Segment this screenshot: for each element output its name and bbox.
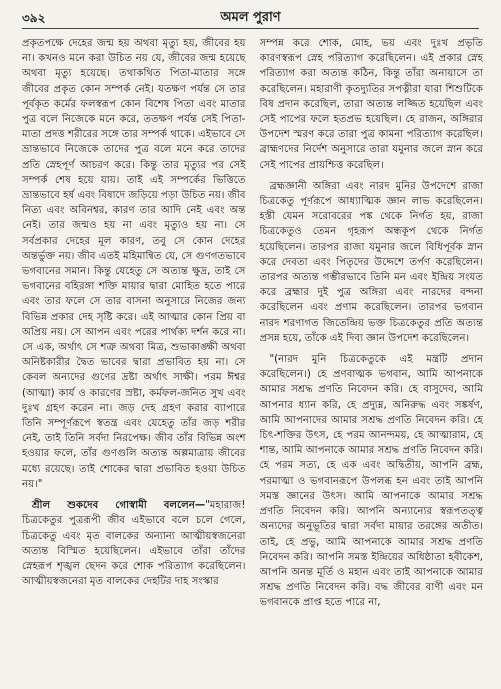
- page-number: ৩৯২: [22, 11, 46, 25]
- paragraph: ব্রহ্মজ্ঞানী অঙ্গিরা এবং নারদ মুনির উপদেশে রাজা চিত্রকেতু পূর্ণরূপে আধ্যাত্মিক জ্ঞান লাভ করেছিলেন। হস্তী যেমন সরোবরের পঙ্ক থেকে নির্গত হয়, রাজা চিত্রকেতুও তেমন গৃহরূপ অন্ধকূপ থেকে নির্গত হয়েছিলেন। তারপর রাজা যমুনার জলে বিধিপূর্বক স্নান করে দেবতা এবং পিতৃদের উদ্দেশে তর্পণ করেছিলেন। তারপর অত্যন্ত গম্ভীরভাবে তিনি মন এবং ইন্দ্রিয় সংযত করে ব্রহ্মার দুই পুত্র অঙ্গিরা এবং নারদের বন্দনা করেছিলেন এবং প্রণাম করেছিলেন। তারপর ভগবান নারদ শরণাগত জিতেন্দ্রিয় ভক্ত চিত্রকেতুর প্রতি অত্যন্ত প্রসন্ন হয়ে, তাঁকে এই দিব্য জ্ঞান উপদেশ করেছিলেন।: [259, 180, 483, 344]
- text-columns: [22, 36, 483, 681]
- paragraph: প্রকৃতপক্ষে দেহের জন্ম হয় অথবা মৃত্যু হয়, জীবের হয় না। কখনও মনে করা উচিত নয় যে, জীবের জন্ম হয়েছে অথবা মৃত্যু হয়েছে। তথাকথিত পিতা-মাতার সঙ্গে জীবের প্রকৃত কোন সম্পর্ক নেই। যতক্ষণ পর্যন্ত সে তার পূর্বকৃত কর্মের ফলস্বরূপ কোন বিশেষ পিতা এবং মাতার পুত্র বলে নিজেকে মনে করে, ততক্ষণ পর্যন্ত সেই পিতা-মাতা প্রদত্ত শরীরের সঙ্গে তার সম্পর্ক থাকে। এইভাবে সে ভ্রান্তভাবে নিজেকে তাদের পুত্র বলে মনে করে তাদের প্রতি স্নেহপূর্ণ আচরণ করে। কিন্তু তার মৃত্যুর পর সেই সম্পর্ক শেষ হয়ে যায়। তাই এই সম্পর্কের ভিত্তিতে ভ্রান্তভাবে হর্ষ এবং বিষাদে জড়িয়ে পড়া উচিত নয়। জীব নিত্য এবং অবিনশ্বর, কারণ তার আদি নেই এবং অন্ত নেই। তার জন্মও হয় না এবং মৃত্যুও হয় না। সে সর্বপ্রকার দেহের মূল কারণ, তবু সে কোন দেহের অন্তর্ভুক্ত নয়। জীব এতই মহিমান্বিত যে, সে গুণগতভাবে ভগবানের সমান। কিন্তু যেহেতু সে অত্যন্ত ক্ষুদ্র, তাই সে ভগবানের বহিরঙ্গা শক্তি মায়ার দ্বারা মোহিত হতে পারে এবং তার ফলে সে তার বাসনা অনুসারে নিজের জন্য বিভিন্ন প্রকার দেহ সৃষ্টি করে। এই আত্মার কোন প্রিয় বা অপ্রিয় নয়। সে আপন এবং পরের পার্থক্য দর্শন করে না। সে এক, অর্থাৎ সে শত্রু অথবা মিত্র, শুভাকাঙ্ক্ষী অথবা অনিষ্টকারীর দ্বৈত ভাবের দ্বারা প্রভাবিত হয় না। সে কেবল অন্যদের গুণের দ্রষ্টা অর্থাৎ সাক্ষী। পরম ঈশ্বর (আত্মা) কার্য ও কারণের স্রষ্টা, কর্মফল-জনিত সুখ এবং দুঃখ গ্রহণ করেন না। জড় দেহ গ্রহণ করার ব্যাপারে তিনি সম্পূর্ণরূপে স্বতন্ত্র এবং যেহেতু তাঁর জড় শরীর নেই, তাই তিনি সর্বদা নিরপেক্ষ। জীব তাঁর বিভিন্ন অংশ হওয়ার ফলে, তাঁর গুণগুলি অত্যন্ত অল্পমাত্রায় জীবের মধ্যে রয়েছে। তাই শোকের দ্বারা প্রভাবিত হওয়া উচিত নয়।": [22, 38, 246, 490]
- header-divider: [22, 28, 479, 29]
- paragraph: [22, 498, 246, 589]
- paragraph-text: "মহারাজ! চিত্রকেতুর পুত্ররূপী জীব এইভাবে বলে চলে গেলে, চিত্রকেতু এবং মৃত বালকের অন্যান্য আত্মীয়স্বজনেরা অত্যন্ত বিস্মিত হয়েছিলেন। এইভাবে তাঁরা তাঁদের স্নেহরূপ শৃঙ্খল ছেদন করে শোক পরিত্যাগ করেছিলেন। আত্মীয়স্বজনেরা মৃত বালকের দেহটির দাহ সংস্কার: [22, 500, 246, 588]
- speaker-label: শ্রীল শুকদেব গোস্বামী বললেন—: [32, 500, 206, 512]
- page-header: [22, 6, 479, 28]
- running-title: অমল পুরাণ: [220, 10, 281, 25]
- paragraph: "(নারদ মুনি চিত্রকেতুকে এই মন্ত্রটি প্রদান করেছিলেন।) হে প্রণবাত্মক ভগবান, আমি আপনাকে আমার সশ্রদ্ধ প্রণতি নিবেদন করি। হে বাসুদেব, আমি আপনার ধ্যান করি, হে প্রদ্যুম্ন, অনিরুদ্ধ এবং সঙ্কর্ষণ, আমি আপনাদের আমার সশ্রদ্ধ প্রণতি নিবেদন করি। হে চিৎ-শক্তির উৎস, হে পরম আনন্দময়, হে আত্মারাম, হে শান্ত, আমি আপনাকে আমার সশ্রদ্ধ প্রণতি নিবেদন করি। হে পরম সত্য, হে এক এবং অদ্বিতীয়, আপনি ব্রহ্ম, পরমাত্মা ও ভগবানরূপে উপলব্ধ হন এবং তাই আপনি সমস্ত জ্ঞানের উৎস। আমি আপনাকে আমার সশ্রদ্ধ প্রণতি নিবেদন করি। আপনি অন্যান্যের স্বরূপতত্ত্ব অন্যদের অনুভূতির দ্বারা সর্বদা মায়ার তরঙ্গের অতীত। তাই, হে প্রভু, আমি আপনাকে আমার সশ্রদ্ধ প্রণতি নিবেদন করি। আপনি সমস্ত ইন্দ্রিয়ের অধিষ্ঠাতা হবীকেশ, আপনি অনন্ত মূর্তি ও মহান এবং তাই আপনাকে আমার সশ্রদ্ধ প্রণতি নিবেদন করি। বদ্ধ জীবের বাণী এবং মন ভগবানকে প্রাপ্ত হতে পারে না,: [259, 354, 483, 609]
- paragraph: সম্পন্ন করে শোক, মোহ, ভয় এবং দুঃখ প্রভৃতি কারণস্বরূপ স্নেহ পরিত্যাগ করেছিলেন। এই প্রকার স্নেহ পরিত্যাগ করা অত্যন্ত কঠিন, কিন্তু তাঁরা অনায়াসে তা করেছিলেন। মহারাণী কৃতদ্যুতির সপত্নীরা যারা শিশুটিকে বিষ প্রদান করেছিল, তারা অত্যন্ত লজ্জিত হয়েছিল এবং সেই পাপের ফলে হতপ্রভ হয়েছিল। হে রাজন, অঙ্গিরার উপদেশ স্মরণ করে তারা পুত্র কামনা পরিত্যাগ করেছিল। ব্রাহ্মণদের নির্দেশ অনুসারে তারা যমুনার জলে স্নান করে সেই পাপের প্রায়শ্চিত্ত করেছিল।: [259, 38, 483, 171]
- left-column: [22, 36, 246, 681]
- right-column: [260, 36, 484, 681]
